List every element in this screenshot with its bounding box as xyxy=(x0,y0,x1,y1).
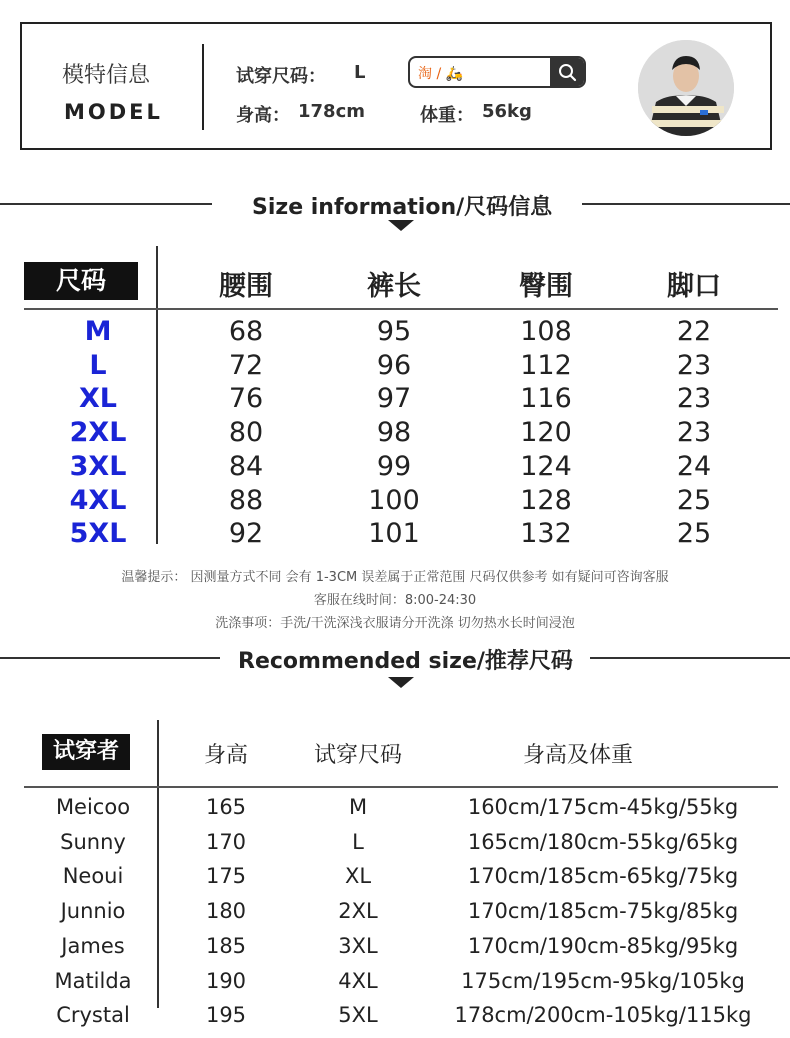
rec-row xyxy=(0,830,790,864)
size-row-label: 3XL xyxy=(69,450,127,482)
size-cell-hem: 24 xyxy=(676,450,712,482)
rec-cell-height: 175 xyxy=(205,864,247,889)
size-row xyxy=(0,485,790,519)
size-row-label: M xyxy=(84,316,112,347)
size-cell-length: 99 xyxy=(376,450,412,482)
model-divider xyxy=(202,44,204,130)
model-title: 模特信息 xyxy=(62,63,151,88)
size-cell-length: 95 xyxy=(376,316,412,347)
size-row xyxy=(0,451,790,485)
rec-cell-name: Sunny xyxy=(60,829,126,854)
size-row xyxy=(0,316,790,350)
rec-cell-range: 165cm/180cm-55kg/65kg xyxy=(467,829,739,854)
rec-cell-name: James xyxy=(61,933,125,958)
size-cell-hem: 25 xyxy=(676,484,712,516)
search-button[interactable] xyxy=(550,58,584,86)
size-cell-hip: 120 xyxy=(520,417,572,449)
model-weight-label: 体重： xyxy=(420,105,474,126)
rec-cell-size: 4XL xyxy=(338,968,378,993)
section-line-left xyxy=(0,203,212,205)
size-header-hip: 臀围 xyxy=(519,271,573,302)
rec-header-size: 试穿尺码 xyxy=(313,743,402,768)
size-cell-hem: 23 xyxy=(676,383,712,415)
size-cell-hem: 22 xyxy=(676,316,712,347)
size-cell-length: 96 xyxy=(376,349,412,381)
size-cell-waist: 84 xyxy=(228,450,264,482)
note-washing: 洗涤事项：手洗/干洗深浅衣服请分开洗涤 切勿热水长时间浸泡 xyxy=(215,616,575,631)
size-row-label: XL xyxy=(78,383,118,415)
size-header-hem: 脚口 xyxy=(667,271,721,302)
size-cell-waist: 80 xyxy=(228,417,264,449)
model-size-label: 试穿尺码： xyxy=(236,66,326,87)
size-row xyxy=(0,518,790,552)
size-cell-waist: 92 xyxy=(228,518,264,550)
rec-cell-range: 170cm/185cm-65kg/75kg xyxy=(467,864,739,889)
size-cell-length: 101 xyxy=(368,518,420,550)
rec-cell-range: 170cm/190cm-85kg/95kg xyxy=(467,933,739,958)
model-title-en: MODEL xyxy=(64,100,163,124)
section-arrow-icon xyxy=(388,220,414,231)
rec-cell-height: 180 xyxy=(205,899,247,924)
size-cell-hip: 124 xyxy=(520,450,572,482)
rec-row xyxy=(0,899,790,933)
size-cell-hip: 128 xyxy=(520,484,572,516)
size-row-label: 2XL xyxy=(69,417,127,449)
size-cell-length: 97 xyxy=(376,383,412,415)
rec-row xyxy=(0,934,790,968)
size-cell-hip: 132 xyxy=(520,518,572,550)
rec-cell-name: Meicoo xyxy=(55,795,131,819)
size-cell-waist: 68 xyxy=(228,316,264,347)
model-weight-value: 56kg xyxy=(482,101,532,122)
rec-cell-height: 165 xyxy=(205,795,247,819)
size-cell-hem: 25 xyxy=(676,518,712,550)
model-height-value: 178cm xyxy=(298,101,365,122)
size-cell-waist: 72 xyxy=(228,349,264,381)
rec-cell-size: 3XL xyxy=(338,933,378,958)
rec-row xyxy=(0,795,790,829)
section-line-right xyxy=(582,203,790,205)
rec-cell-height: 170 xyxy=(205,829,247,854)
search-bar[interactable] xyxy=(408,56,586,88)
size-cell-hem: 23 xyxy=(676,417,712,449)
rec-cell-range: 160cm/175cm-45kg/55kg xyxy=(467,795,739,819)
rec-cell-name: Matilda xyxy=(54,968,132,993)
size-badge: 尺码 xyxy=(24,262,138,300)
size-cell-hip: 108 xyxy=(520,316,572,347)
rec-row xyxy=(0,864,790,898)
size-cell-hip: 116 xyxy=(520,383,572,415)
rec-cell-size: 2XL xyxy=(338,899,378,924)
rec-cell-size: 5XL xyxy=(338,1003,378,1028)
section-line-right xyxy=(590,657,790,659)
rec-cell-size: XL xyxy=(344,864,372,889)
model-avatar xyxy=(638,40,734,136)
section-arrow-icon xyxy=(388,677,414,688)
size-row-label: 5XL xyxy=(69,518,127,550)
tester-badge: 试穿者 xyxy=(42,734,130,770)
model-height-label: 身高： xyxy=(236,105,290,126)
rec-cell-size: L xyxy=(352,829,364,854)
note-measurement: 温馨提示： 因测量方式不同 会有 1-3CM 误差属于正常范围 尺码仅供参考 如有疑问可咨询客服 xyxy=(121,570,669,585)
size-row xyxy=(0,383,790,417)
size-cell-hip: 112 xyxy=(520,349,572,381)
size-cell-waist: 88 xyxy=(228,484,264,516)
rec-header-height: 身高 xyxy=(203,743,248,768)
section-line-left xyxy=(0,657,220,659)
rec-cell-range: 175cm/195cm-95kg/105kg xyxy=(461,968,745,993)
rec-cell-range: 170cm/185cm-75kg/85kg xyxy=(467,899,739,924)
size-cell-length: 100 xyxy=(368,484,420,516)
size-row-label: L xyxy=(89,349,107,381)
rec-row xyxy=(0,1003,790,1037)
rec-section-title: Recommended size/推荐尺码 xyxy=(238,649,573,674)
model-size-value: L xyxy=(354,62,366,83)
search-icon xyxy=(550,58,584,86)
size-header-length: 裤长 xyxy=(367,271,421,302)
rec-cell-range: 178cm/200cm-105kg/115kg xyxy=(454,1003,752,1028)
rec-cell-height: 195 xyxy=(205,1003,247,1028)
size-table-header-line xyxy=(24,308,778,310)
rec-cell-name: Junnio xyxy=(60,899,126,924)
size-cell-length: 98 xyxy=(376,417,412,449)
note-service-hours: 客服在线时间：8:00-24:30 xyxy=(313,593,477,608)
size-row xyxy=(0,350,790,384)
search-text: 淘 / 🛵 xyxy=(418,66,464,82)
rec-cell-height: 190 xyxy=(205,968,247,993)
rec-cell-name: Crystal xyxy=(56,1003,130,1028)
size-row-label: 4XL xyxy=(69,484,127,516)
rec-row xyxy=(0,969,790,1003)
size-section-title: Size information/尺码信息 xyxy=(252,195,553,220)
rec-cell-name: Neoui xyxy=(62,864,124,889)
size-cell-waist: 76 xyxy=(228,383,264,415)
size-header-waist: 腰围 xyxy=(219,271,273,302)
rec-header-range: 身高及体重 xyxy=(522,743,633,768)
rec-table-header-line xyxy=(24,786,778,788)
rec-cell-size: M xyxy=(348,795,368,819)
size-cell-hem: 23 xyxy=(676,349,712,381)
rec-cell-height: 185 xyxy=(205,933,247,958)
size-row xyxy=(0,417,790,451)
